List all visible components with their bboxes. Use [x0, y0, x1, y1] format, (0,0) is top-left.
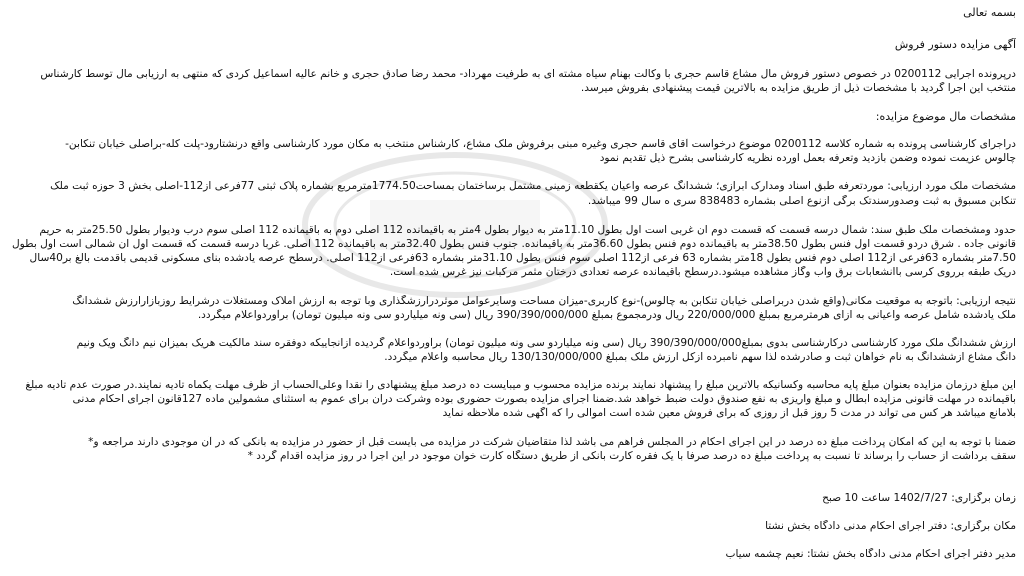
- para5-line-1: ارزش ششدانگ ملک مورد کارشناسی درکارشناسی بدوی بمبلغ390/390/000/000 ریال (سی ونه میلیاردو سی ونه میلیون تومان) برآوردواعلام گردیده ازانجاییکه دوفقره سند مالکیت هریک بمیزان نیم دانگ ویک ونیم: [76, 337, 1016, 349]
- notice-title: آگهی مزایده دستور فروش: [894, 38, 1016, 51]
- para4-line-1: نتیجه ارزیابی: باتوجه به موقعیت مکانی(واقع شدن دربراصلی خیابان تنکابن به چالوس)-نوع کاربری-میزان مساحت وسایرعوامل موثردرارزشگذاری وبا توجه به ارزش املاک ومستغلات درشرایط روزبازارارزش ششدانگ: [72, 295, 1016, 307]
- para3-line-1: حدود ومشخصات ملک طبق سند: شمال درسه قسمت که قسمت دوم ان غربی است اول بطول 11.10متر به دیوار بطول 4متر به باقیمانده 112 اصلی دوم به باقیمانده 112 اصلی سوم درب ودیوار بطول 25.50متر به حریم: [39, 224, 1016, 236]
- para3-line-4: دریک طبقه برروی کرسی باانشعابات برق وآب وگاز مشاهده میشود.درسطح باقیمانده عرصه تعدادی درختان مثمر مرکبات نیز غرس شده است.: [389, 266, 1016, 278]
- para3-line-3: 7.50متر بشماره 63فرعی از112 اصلی دوم فنس بطول 18متر بشماره 63 فرعی از112 اصلی سوم فنس بطول 31.10متر بشماره 63فرعی از112 اصلی. درسطح عرصه یادشده بنای مسکونی قدیمی باقدمت بالغ بر40سال: [29, 252, 1016, 264]
- para3-line-2: قانونی جاده . شرق دردو قسمت اول فنس بطول 38.50متر به باقیمانده دوم فنس بطول 36.60متر به باقیمانده. جنوب فنس بطول 32.40متر به باقیمانده 112 اصلی. غربا درسه قسمت که قسمت اول ان شمالی است اول بطول: [11, 238, 1016, 250]
- para4-line-2: ملک یادشده شامل عرصه واعیانی به ازای هرمترمربع بمبلغ 220/000/000 ریال ودرمجموع بمبلغ 390/390/000/000 ریال (سی ونه میلیاردو سی ونه میلیون تومان) برآوردواعلام میگردد.: [197, 309, 1016, 321]
- para2-line-1: مشخصات ملک مورد ارزیابی: موردتعرفه طبق اسناد ومدارک ابرازی؛ ششدانگ عرصه واعیان یکقطعه زمینی مشتمل برساختمان بمساحت1774.50مترمربع بشماره پلاک ثبتی 77فرعی از112-اصلی بخش 3 حوزه ثبت ملک: [50, 180, 1016, 192]
- para1-line-2: چالوس عزیمت نموده وضمن بازدید وتعرفه بعمل اورده نظریه کارشناسی بشرح ذیل تقدیم نمود: [599, 152, 1016, 164]
- para7-line-1: ضمنا با توجه به این که امکان پرداخت مبلغ ده درصد در این اجرای احکام در المجلس فراهم می باشد لذا متقاضیان شرکت در مزایده می بایست قبل از حضور در مزایده به بانکی که در آن موجودی دارند مراجعه و*: [88, 436, 1016, 448]
- intro-line-1: درپرونده اجرایی 0200112 در خصوص دستور فروش مال مشاع قاسم حجری با وکالت بهنام سیاه مشته ای به طرفیت مهرداد- محمد رضا صادق حجری و خانم عالیه اسماعیل کردی که منتهی به ارزیابی مال توسط کارشناس: [40, 68, 1016, 80]
- para6-line-2: باقیمانده در مهلت قانونی مزایده ابطال و مبلغ واریزی به نفع صندوق دولت ضبط خواهد شد.ضمنا اجرای مزایده بصورت حضوری بوده وشرکت دران برای عموم به استثنای مشمولین ماده 127قانون اجرای احکام مدنی: [72, 393, 1016, 405]
- para6-line-3: بلامانع میباشد هر کس می تواند در مدت 5 روز قبل از روزی که برای فروش معین شده است اموالی را که آگهی شده ملاحظه نماید: [442, 407, 1016, 419]
- para5-line-2: دانگ مشاع ازششدانگ به نام خواهان ثبت و صادرشده لذا سهم نامبرده ازکل ارزش ملک بمبلغ 130/130/000/000 ریال محاسبه واعلام میگردد.: [384, 351, 1016, 363]
- para7-line-2: سقف برداشت از حساب را برساند تا نسبت به پرداخت مبلغ ده درصد صرفا با یک فقره کارت بانکی از طریق دستگاه کارت خوان موجود در این اجرا در روز مزایده اقدام گردد *: [247, 450, 1016, 462]
- para2-line-2: تنکابن مسبوق به ثبت وصدورسندتک برگی ازنوع اصلی بشماره 838483 سری ه سال 99 میباشد.: [587, 195, 1016, 207]
- section-title: مشخصات مال موضوع مزایده:: [875, 110, 1016, 123]
- bismillah-heading: بسمه تعالی: [963, 6, 1016, 19]
- office-manager: مدیر دفتر اجرای احکام مدنی دادگاه بخش نشتا: نعیم چشمه سیاب: [725, 548, 1016, 560]
- intro-line-2: منتخب این اجرا گردید با مشخصات ذیل از طریق مزایده به بالاترین قیمت پیشنهادی بفروش میرسد.: [580, 82, 1016, 94]
- auction-place: مکان برگزاری: دفتر اجرای احکام مدنی دادگاه بخش نشتا: [765, 520, 1016, 532]
- auction-time: زمان برگزاری: 1402/7/27 ساعت 10 صبح: [822, 492, 1016, 504]
- para6-line-1: این مبلغ درزمان مزایده بعنوان مبلغ پایه محاسبه وکسانیکه بالاترین مبلغ را پیشنهاد نمایند برنده مزایده محسوب و میبایست ده درصد مبلغ پیشنهادی را نقدا وعلی‌الحساب از ظرف مهلت یکماه تادیه نمایند.در صورت عدم تادیه مبلغ: [25, 379, 1016, 391]
- para1-line-1: دراجرای کارشناسی پرونده به شماره کلاسه 0200112 موضوع درخواست آقای قاسم حجری وغیره مبنی برفروش ملک مشاع، کارشناس منتخب به مکان مورد کارشناسی واقع درنشتارود-پلت کله-براصلی خیابان تنکابن-: [65, 138, 1016, 150]
